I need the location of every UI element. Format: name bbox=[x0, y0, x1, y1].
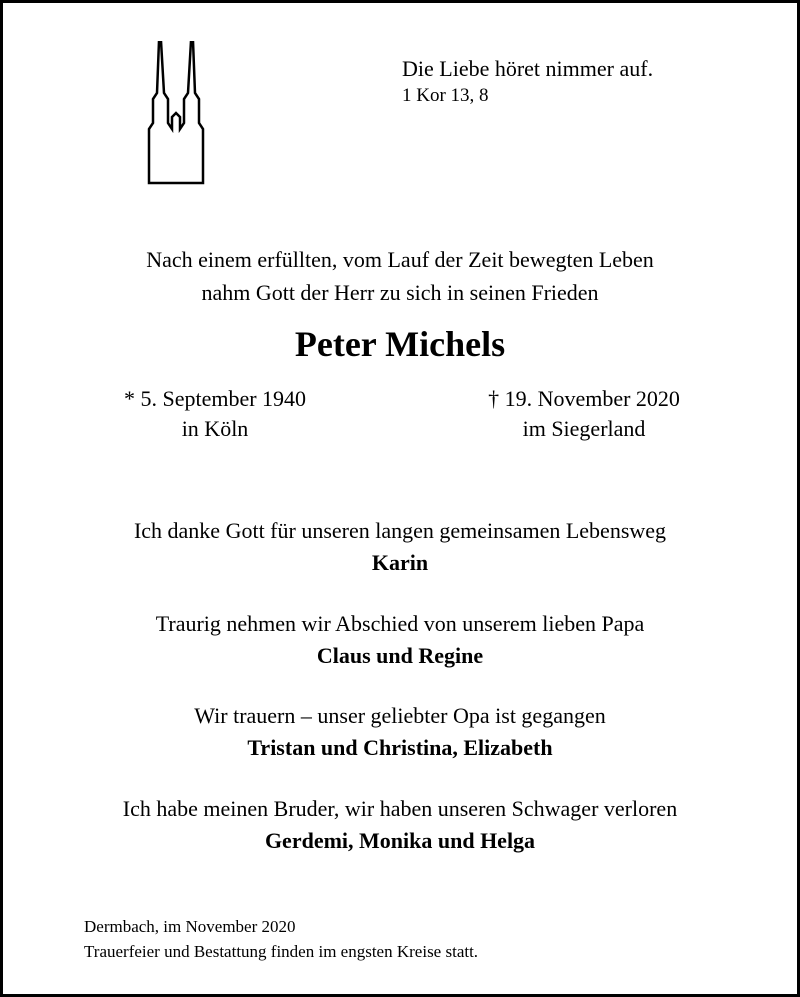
mourner-names: Claus und Regine bbox=[316, 643, 484, 668]
intro-text bbox=[3, 243, 797, 309]
birth-place: in Köln bbox=[181, 416, 249, 441]
footer-place-date: Dermbach, im November 2020 bbox=[84, 917, 296, 936]
death-date: † 19. November 2020 bbox=[488, 386, 680, 411]
mourner-block bbox=[3, 515, 797, 579]
birth-date: * 5. September 1940 bbox=[123, 386, 307, 411]
mourner-message: Ich habe meinen Bruder, wir haben unseren Schwager verloren bbox=[122, 796, 678, 821]
mourner-names: Gerdemi, Monika und Helga bbox=[264, 828, 536, 853]
deceased-name: Peter Michels bbox=[294, 324, 506, 364]
mourner-names: Tristan und Christina, Elizabeth bbox=[247, 735, 553, 760]
birth-info bbox=[65, 384, 365, 444]
intro-line-2: nahm Gott der Herr zu sich in seinen Frieden bbox=[201, 280, 599, 305]
verse-reference: 1 Kor 13, 8 bbox=[402, 85, 489, 106]
death-place: im Siegerland bbox=[522, 416, 646, 441]
mourner-message: Traurig nehmen wir Abschied von unserem lieben Papa bbox=[155, 611, 645, 636]
verse-text: Die Liebe höret nimmer auf. bbox=[402, 56, 654, 81]
mourner-message: Wir trauern – unser geliebter Opa ist gegangen bbox=[194, 703, 606, 728]
intro-line-1: Nach einem erfüllten, vom Lauf der Zeit bewegten Leben bbox=[146, 247, 654, 272]
cathedral-icon bbox=[141, 41, 211, 185]
mourner-block bbox=[3, 700, 797, 764]
mourner-block bbox=[3, 608, 797, 672]
mourner-block bbox=[3, 793, 797, 857]
mourner-names: Karin bbox=[371, 550, 429, 575]
bible-verse bbox=[402, 55, 653, 109]
death-info bbox=[434, 384, 734, 444]
footer-ceremony-note: Trauerfeier und Bestattung finden im engsten Kreise statt. bbox=[84, 942, 479, 961]
footer-notes bbox=[84, 914, 478, 964]
mourner-message: Ich danke Gott für unseren langen gemeinsamen Lebensweg bbox=[133, 518, 667, 543]
